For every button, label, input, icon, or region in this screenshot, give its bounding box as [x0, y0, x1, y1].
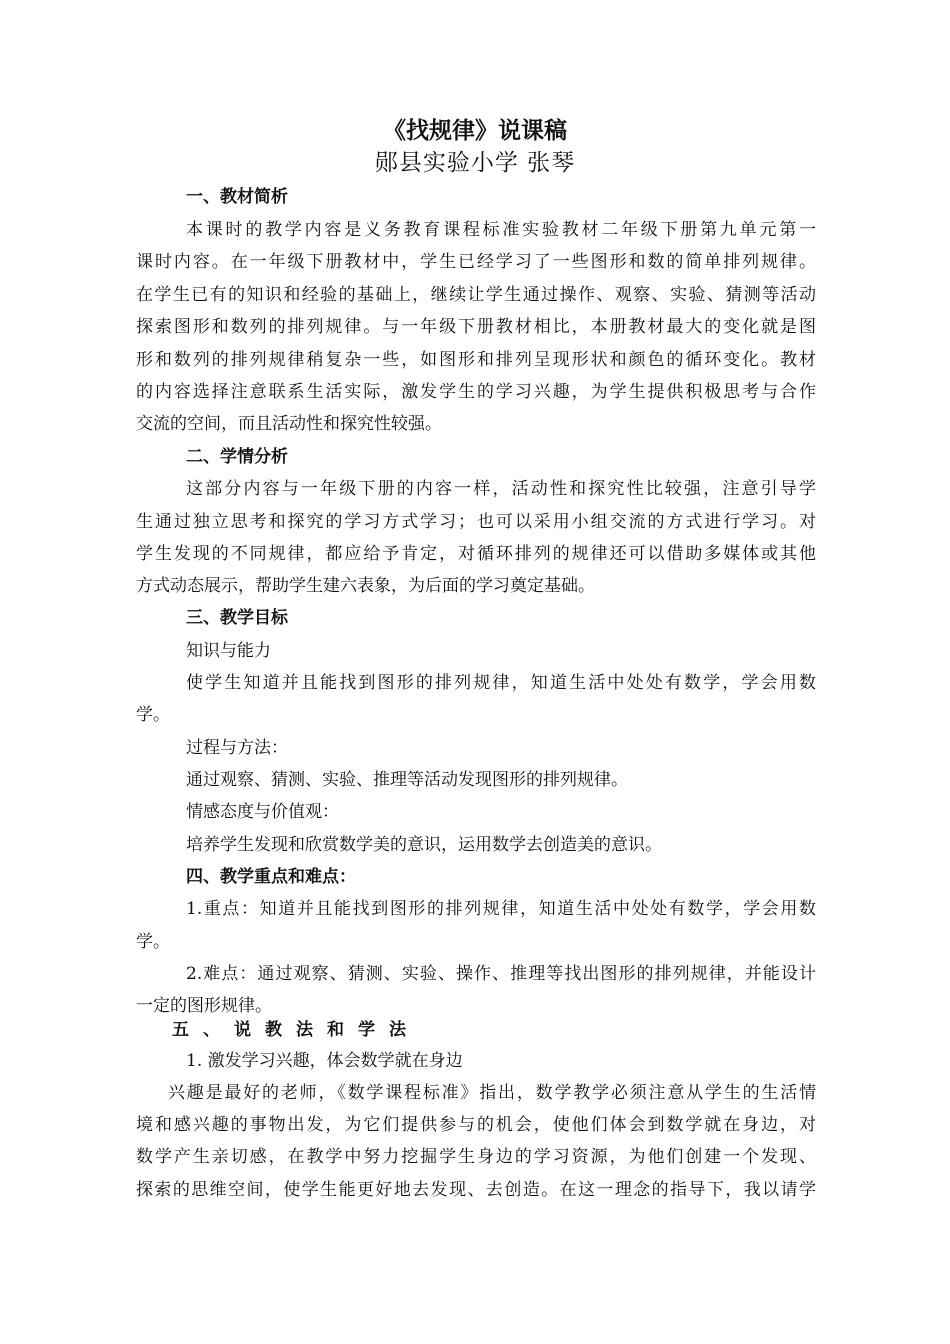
paragraph-line: 探索图形和数列的排列规律。与一年级下册教材相比，本册教材最大的变化就是图 [136, 317, 816, 337]
paragraph-line: 情感态度与价值观： [186, 802, 339, 822]
paragraph-line: 境和感兴趣的事物出发，为它们提供参与的机会，使他们体会到数学就在身边，对 [136, 1115, 816, 1135]
paragraph-line: 这部分内容与一年级下册的内容一样，活动性和探究性比较强，注意引导学 [186, 479, 816, 499]
paragraph-line: 2.难点：通过观察、猜测、实验、操作、推理等找出图形的排列规律，并能设计 [186, 964, 816, 984]
paragraph-line: 培养学生发现和欣赏数学美的意识，运用数学去创造美的意识。 [186, 835, 662, 855]
paragraph-line: 过程与方法： [186, 738, 288, 758]
paragraph-line: 使学生知道并且能找到图形的排列规律，知道生活中处处有数学，学会用数 [186, 673, 816, 693]
section-heading: 三、教学目标 [186, 608, 288, 628]
section-heading: 二、学情分析 [186, 447, 288, 467]
paragraph-line: 本课时的教学内容是义务教育课程标准实验教材二年级下册第九单元第一 [186, 220, 816, 240]
paragraph-line: 学生发现的不同规律，都应给予肯定，对循环排列的规律还可以借助多媒体或其他 [136, 544, 816, 564]
paragraph-line: 兴趣是最好的老师，《数学课程标准》指出，数学教学必须注意从学生的生活情 [168, 1083, 816, 1103]
paragraph-line: 1. 激发学习兴趣，体会数学就在身边 [186, 1051, 463, 1071]
paragraph-line: 方式动态展示，帮助学生建六表象，为后面的学习奠定基础。 [136, 576, 595, 596]
doc-title: 《找规律》说课稿 [383, 117, 567, 144]
section-heading: 五、说教法和学法 [172, 1020, 420, 1040]
paragraph-line: 的内容选择注意联系生活实际，激发学生的学习兴趣，为学生提供积极思考与合作 [136, 382, 816, 402]
paragraph-line: 课时内容。在一年级下册教材中，学生已经学习了一些图形和数的简单排列规律。 [136, 252, 816, 272]
section-heading: 一、教材简析 [186, 187, 288, 207]
paragraph-line: 探索的思维空间，使学生能更好地去发现、去创造。在这一理念的指导下，我以请学 [136, 1180, 816, 1200]
section-heading: 四、教学重点和难点： [186, 867, 356, 887]
paragraph-line: 一定的图形规律。 [136, 996, 272, 1016]
paragraph-line: 学。 [136, 705, 170, 725]
paragraph-line: 在学生已有的知识和经验的基础上，继续让学生通过操作、观察、实验、猜测等活动 [136, 285, 816, 305]
paragraph-line: 形和数列的排列规律稍复杂一些，如图形和排列呈现形状和颜色的循环变化。教材 [136, 350, 816, 370]
paragraph-line: 交流的空间，而且活动性和探究性较强。 [136, 414, 442, 434]
paragraph-line: 生通过独立思考和探究的学习方式学习；也可以采用小组交流的方式进行学习。对 [136, 512, 816, 532]
paragraph-line: 学。 [136, 932, 170, 952]
paragraph-line: 知识与能力 [186, 641, 271, 661]
paragraph-line: 1.重点：知道并且能找到图形的排列规律，知道生活中处处有数学，学会用数 [186, 899, 816, 919]
doc-subtitle: 郧县实验小学 张琴 [374, 150, 576, 176]
paragraph-line: 数学产生亲切感，在教学中努力挖掘学生身边的学习资源，为他们创建一个发现、 [136, 1147, 816, 1167]
paragraph-line: 通过观察、猜测、实验、推理等活动发现图形的排列规律。 [186, 770, 628, 790]
